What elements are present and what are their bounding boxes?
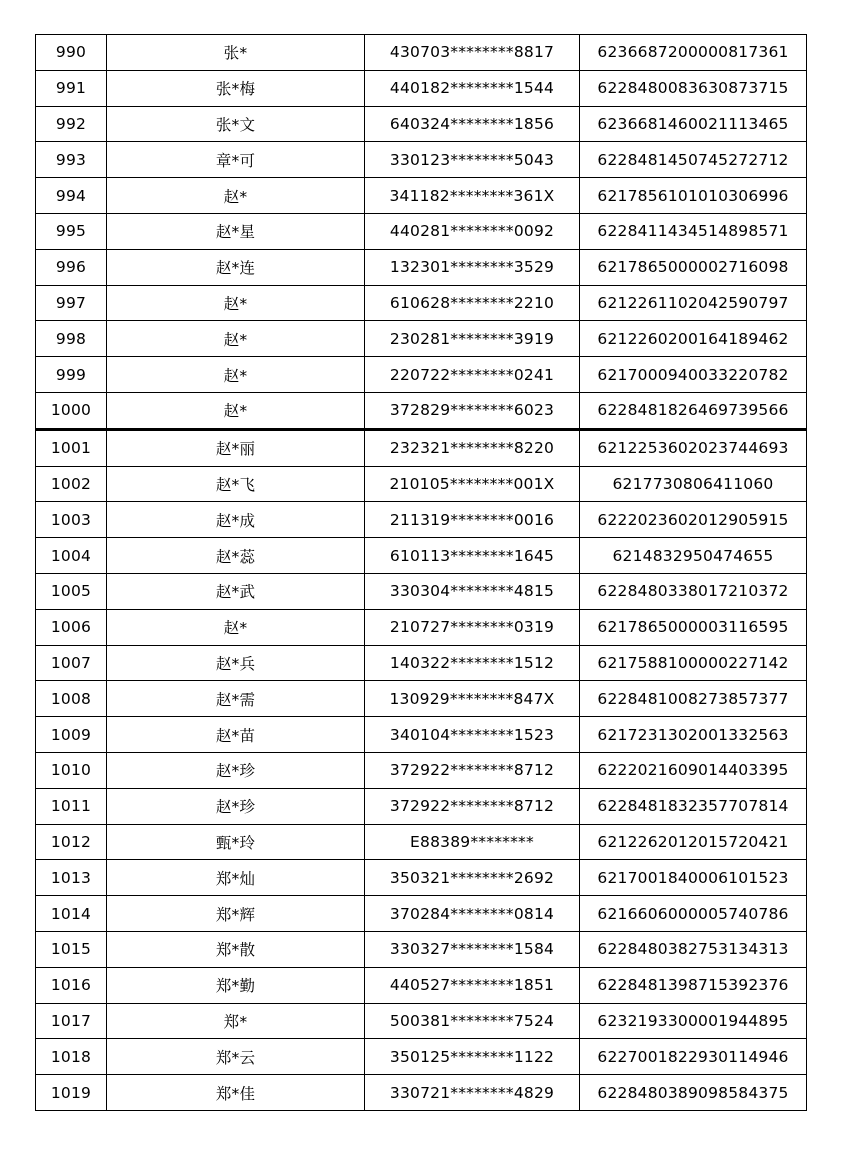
table-row <box>36 573 807 609</box>
name-cell: 赵*武 <box>107 573 365 609</box>
id-number-cell: 232321********8220 <box>365 429 580 466</box>
bank-card-cell: 6217856101010306996 <box>580 178 807 214</box>
bank-card-cell: 6228481008273857377 <box>580 681 807 717</box>
row-number-cell: 990 <box>36 35 107 71</box>
name-cell: 赵* <box>107 357 365 393</box>
row-number-cell: 1004 <box>36 538 107 574</box>
row-number-cell: 998 <box>36 321 107 357</box>
id-number-cell: 230281********3919 <box>365 321 580 357</box>
name-cell: 郑*勤 <box>107 967 365 1003</box>
name-cell: 赵*连 <box>107 249 365 285</box>
row-number-cell: 1002 <box>36 466 107 502</box>
bank-card-cell: 6232193300001944895 <box>580 1003 807 1039</box>
id-number-cell: 440182********1544 <box>365 70 580 106</box>
row-number-cell: 996 <box>36 249 107 285</box>
id-number-cell: 341182********361X <box>365 178 580 214</box>
row-number-cell: 1006 <box>36 609 107 645</box>
bank-card-cell: 6217231302001332563 <box>580 717 807 753</box>
id-number-cell: 372829********6023 <box>365 392 580 429</box>
bank-card-cell: 6228481826469739566 <box>580 392 807 429</box>
row-number-cell: 1014 <box>36 896 107 932</box>
table-row <box>36 538 807 574</box>
bank-card-cell: 6222021609014403395 <box>580 752 807 788</box>
bank-card-cell: 6236681460021113465 <box>580 106 807 142</box>
id-number-cell: 370284********0814 <box>365 896 580 932</box>
table-row <box>36 1003 807 1039</box>
name-cell: 赵*星 <box>107 213 365 249</box>
row-number-cell: 1009 <box>36 717 107 753</box>
name-cell: 赵*兵 <box>107 645 365 681</box>
id-number-cell: E88389******** <box>365 824 580 860</box>
id-number-cell: 610628********2210 <box>365 285 580 321</box>
row-number-cell: 1017 <box>36 1003 107 1039</box>
row-number-cell: 991 <box>36 70 107 106</box>
bank-card-cell: 6217001840006101523 <box>580 860 807 896</box>
name-cell: 赵*需 <box>107 681 365 717</box>
name-cell: 郑*灿 <box>107 860 365 896</box>
row-number-cell: 992 <box>36 106 107 142</box>
bank-card-cell: 6212260200164189462 <box>580 321 807 357</box>
table-row <box>36 681 807 717</box>
table-row <box>36 967 807 1003</box>
table-row <box>36 285 807 321</box>
bank-card-cell: 6217730806411060 <box>580 466 807 502</box>
row-number-cell: 1001 <box>36 429 107 466</box>
name-cell: 郑*辉 <box>107 896 365 932</box>
bank-card-cell: 6228481450745272712 <box>580 142 807 178</box>
name-cell: 赵* <box>107 285 365 321</box>
row-number-cell: 999 <box>36 357 107 393</box>
row-number-cell: 997 <box>36 285 107 321</box>
bank-card-cell: 6217865000002716098 <box>580 249 807 285</box>
id-number-cell: 140322********1512 <box>365 645 580 681</box>
id-number-cell: 350125********1122 <box>365 1039 580 1075</box>
name-cell: 甄*玲 <box>107 824 365 860</box>
records-table <box>35 34 807 1111</box>
bank-card-cell: 6228480389098584375 <box>580 1075 807 1111</box>
table-row <box>36 824 807 860</box>
row-number-cell: 1008 <box>36 681 107 717</box>
id-number-cell: 330721********4829 <box>365 1075 580 1111</box>
id-number-cell: 330327********1584 <box>365 931 580 967</box>
row-number-cell: 1010 <box>36 752 107 788</box>
records-body <box>36 35 807 1111</box>
name-cell: 赵* <box>107 609 365 645</box>
bank-card-cell: 6228481398715392376 <box>580 967 807 1003</box>
table-row <box>36 70 807 106</box>
name-cell: 赵*珍 <box>107 752 365 788</box>
id-number-cell: 330123********5043 <box>365 142 580 178</box>
table-row <box>36 1039 807 1075</box>
name-cell: 赵*珍 <box>107 788 365 824</box>
bank-card-cell: 6217000940033220782 <box>580 357 807 393</box>
table-row <box>36 178 807 214</box>
name-cell: 赵*成 <box>107 502 365 538</box>
table-row <box>36 35 807 71</box>
id-number-cell: 210105********001X <box>365 466 580 502</box>
id-number-cell: 340104********1523 <box>365 717 580 753</box>
bank-card-cell: 6228481832357707814 <box>580 788 807 824</box>
table-row <box>36 788 807 824</box>
id-number-cell: 610113********1645 <box>365 538 580 574</box>
table-row <box>36 645 807 681</box>
table-row <box>36 357 807 393</box>
id-number-cell: 440281********0092 <box>365 213 580 249</box>
row-number-cell: 1015 <box>36 931 107 967</box>
bank-card-cell: 6222023602012905915 <box>580 502 807 538</box>
bank-card-cell: 6214832950474655 <box>580 538 807 574</box>
name-cell: 郑*佳 <box>107 1075 365 1111</box>
row-number-cell: 995 <box>36 213 107 249</box>
bank-card-cell: 6216606000005740786 <box>580 896 807 932</box>
bank-card-cell: 6217865000003116595 <box>580 609 807 645</box>
row-number-cell: 1018 <box>36 1039 107 1075</box>
table-row <box>36 609 807 645</box>
id-number-cell: 220722********0241 <box>365 357 580 393</box>
table-row <box>36 392 807 429</box>
id-number-cell: 372922********8712 <box>365 752 580 788</box>
name-cell: 张*梅 <box>107 70 365 106</box>
table-row <box>36 896 807 932</box>
table-row <box>36 321 807 357</box>
table-row <box>36 860 807 896</box>
name-cell: 赵*丽 <box>107 429 365 466</box>
id-number-cell: 330304********4815 <box>365 573 580 609</box>
bank-card-cell: 6217588100000227142 <box>580 645 807 681</box>
table-row <box>36 142 807 178</box>
name-cell: 郑*云 <box>107 1039 365 1075</box>
name-cell: 张* <box>107 35 365 71</box>
name-cell: 赵*飞 <box>107 466 365 502</box>
id-number-cell: 372922********8712 <box>365 788 580 824</box>
name-cell: 赵* <box>107 321 365 357</box>
id-number-cell: 350321********2692 <box>365 860 580 896</box>
table-row <box>36 502 807 538</box>
name-cell: 郑*散 <box>107 931 365 967</box>
id-number-cell: 640324********1856 <box>365 106 580 142</box>
table-row <box>36 429 807 466</box>
table-row <box>36 717 807 753</box>
row-number-cell: 994 <box>36 178 107 214</box>
bank-card-cell: 6212262012015720421 <box>580 824 807 860</box>
id-number-cell: 440527********1851 <box>365 967 580 1003</box>
table-row <box>36 213 807 249</box>
row-number-cell: 993 <box>36 142 107 178</box>
bank-card-cell: 6236687200000817361 <box>580 35 807 71</box>
name-cell: 郑* <box>107 1003 365 1039</box>
table-row <box>36 249 807 285</box>
bank-card-cell: 6228480083630873715 <box>580 70 807 106</box>
bank-card-cell: 6228411434514898571 <box>580 213 807 249</box>
row-number-cell: 1005 <box>36 573 107 609</box>
table-row <box>36 931 807 967</box>
id-number-cell: 500381********7524 <box>365 1003 580 1039</box>
row-number-cell: 1007 <box>36 645 107 681</box>
row-number-cell: 1000 <box>36 392 107 429</box>
table-row <box>36 466 807 502</box>
row-number-cell: 1012 <box>36 824 107 860</box>
name-cell: 赵* <box>107 178 365 214</box>
table-row <box>36 1075 807 1111</box>
name-cell: 赵*蕊 <box>107 538 365 574</box>
id-number-cell: 132301********3529 <box>365 249 580 285</box>
name-cell: 赵*苗 <box>107 717 365 753</box>
name-cell: 张*文 <box>107 106 365 142</box>
id-number-cell: 130929********847X <box>365 681 580 717</box>
name-cell: 赵* <box>107 392 365 429</box>
row-number-cell: 1003 <box>36 502 107 538</box>
name-cell: 章*可 <box>107 142 365 178</box>
id-number-cell: 211319********0016 <box>365 502 580 538</box>
bank-card-cell: 6212261102042590797 <box>580 285 807 321</box>
table-row <box>36 752 807 788</box>
row-number-cell: 1011 <box>36 788 107 824</box>
bank-card-cell: 6228480382753134313 <box>580 931 807 967</box>
row-number-cell: 1013 <box>36 860 107 896</box>
row-number-cell: 1019 <box>36 1075 107 1111</box>
bank-card-cell: 6227001822930114946 <box>580 1039 807 1075</box>
bank-card-cell: 6212253602023744693 <box>580 429 807 466</box>
id-number-cell: 430703********8817 <box>365 35 580 71</box>
row-number-cell: 1016 <box>36 967 107 1003</box>
id-number-cell: 210727********0319 <box>365 609 580 645</box>
bank-card-cell: 6228480338017210372 <box>580 573 807 609</box>
table-row <box>36 106 807 142</box>
